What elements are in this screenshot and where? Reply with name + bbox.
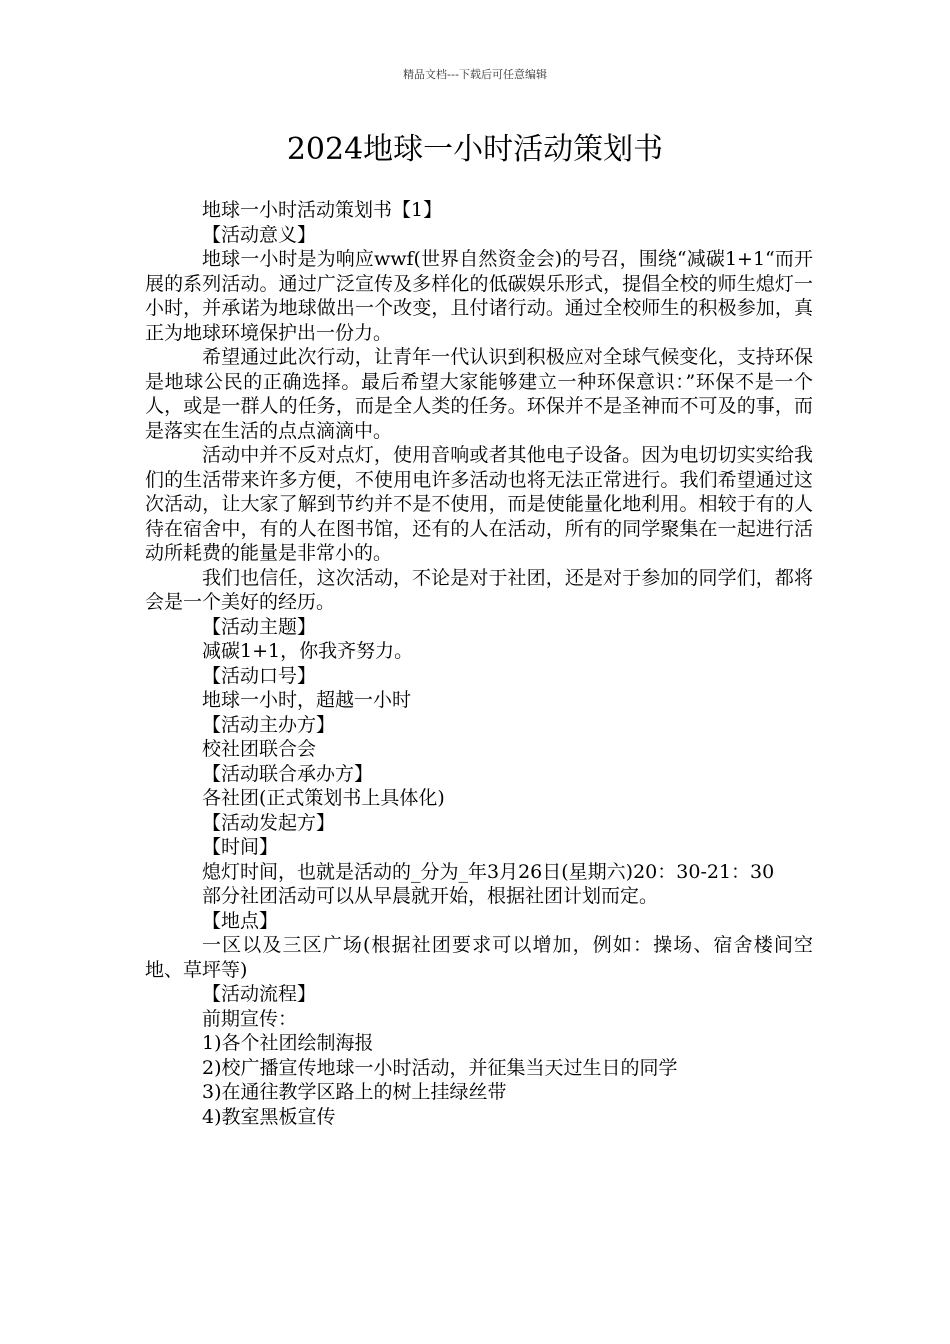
body-paragraph: 我们也信任，这次活动，不论是对于社团，还是对于参加的同学们，都将会是一个美好的经历。 <box>145 566 813 613</box>
section-heading: 【活动流程】 <box>202 983 317 1005</box>
body-line: 地球一小时，超越一小时 <box>202 689 412 711</box>
body-line: 减碳1+1，你我齐努力。 <box>202 640 414 662</box>
body-paragraph: 熄灯时间，也就是活动的_分为_年3月26日(星期六)20：30-21：30 <box>202 860 775 883</box>
body-line: 前期宣传： <box>202 1007 298 1030</box>
body-line: 各社团(正式策划书上具体化) <box>202 787 445 809</box>
section-heading: 【活动联合承办方】 <box>202 762 374 785</box>
list-item: 4)教室黑板宣传 <box>202 1105 336 1128</box>
body-line: 校社团联合会 <box>202 738 317 760</box>
body-paragraph: 地球一小时是为响应wwf(世界自然资金会)的号召，围绕“减碳1+1“而开展的系列活动。通过广泛宣传及多样化的低碳娱乐形式，提倡全校的师生熄灯一小时，并承诺为地球做出一个改变，且付诸行动。通过全校师生的积极参加，真正为地球环境保护出一份力。 <box>145 248 813 344</box>
document-title: 2024地球一小时活动策划书 <box>286 132 664 167</box>
body-paragraph: 希望通过此次行动，让青年一代认识到积极应对全球气候变化，支持环保是地球公民的正确选择。最后希望大家能够建立一种环保意识：”环保不是一个人，或是一群人的任务，而是全人类的任务。环保并不是圣神而不可及的事，而是落实在生活的点点滴滴中。 <box>145 346 813 442</box>
section-heading: 地球一小时活动策划书【1】 <box>202 199 443 221</box>
section-heading: 【活动主题】 <box>202 615 317 638</box>
section-heading: 【活动主办方】 <box>202 713 336 736</box>
header-note: 精品文档---下载后可任意编辑 <box>403 68 547 81</box>
body-line: 部分社团活动可以从早晨就开始，根据社团计划而定。 <box>202 885 659 907</box>
list-item: 3)在通往教学区路上的树上挂绿丝带 <box>202 1081 507 1103</box>
document-body <box>145 198 813 1129</box>
section-heading: 【地点】 <box>202 909 279 932</box>
list-item: 1)各个社团绘制海报 <box>202 1032 374 1054</box>
section-heading: 【活动意义】 <box>202 223 317 246</box>
section-heading: 【活动发起方】 <box>202 811 336 834</box>
body-paragraph: 一区以及三区广场(根据社团要求可以增加，例如：操场、宿舍楼间空地、草坪等) <box>145 934 813 981</box>
section-heading: 【活动口号】 <box>202 664 317 687</box>
list-item: 2)校广播宣传地球一小时活动，并征集当天过生日的同学 <box>202 1056 678 1079</box>
section-heading: 【时间】 <box>202 836 279 858</box>
body-paragraph: 活动中并不反对点灯，使用音响或者其他电子设备。因为电切切实实给我们的生活带来许多方便，不使用电许多活动也将无法正常进行。我们希望通过这次活动，让大家了解到节约并不是不使用，而是使能量化地利用。相较于有的人待在宿舍中，有的人在图书馆，还有的人在活动，所有的同学聚集在一起进行活动所耗费的能量是非常小的。 <box>145 444 813 564</box>
